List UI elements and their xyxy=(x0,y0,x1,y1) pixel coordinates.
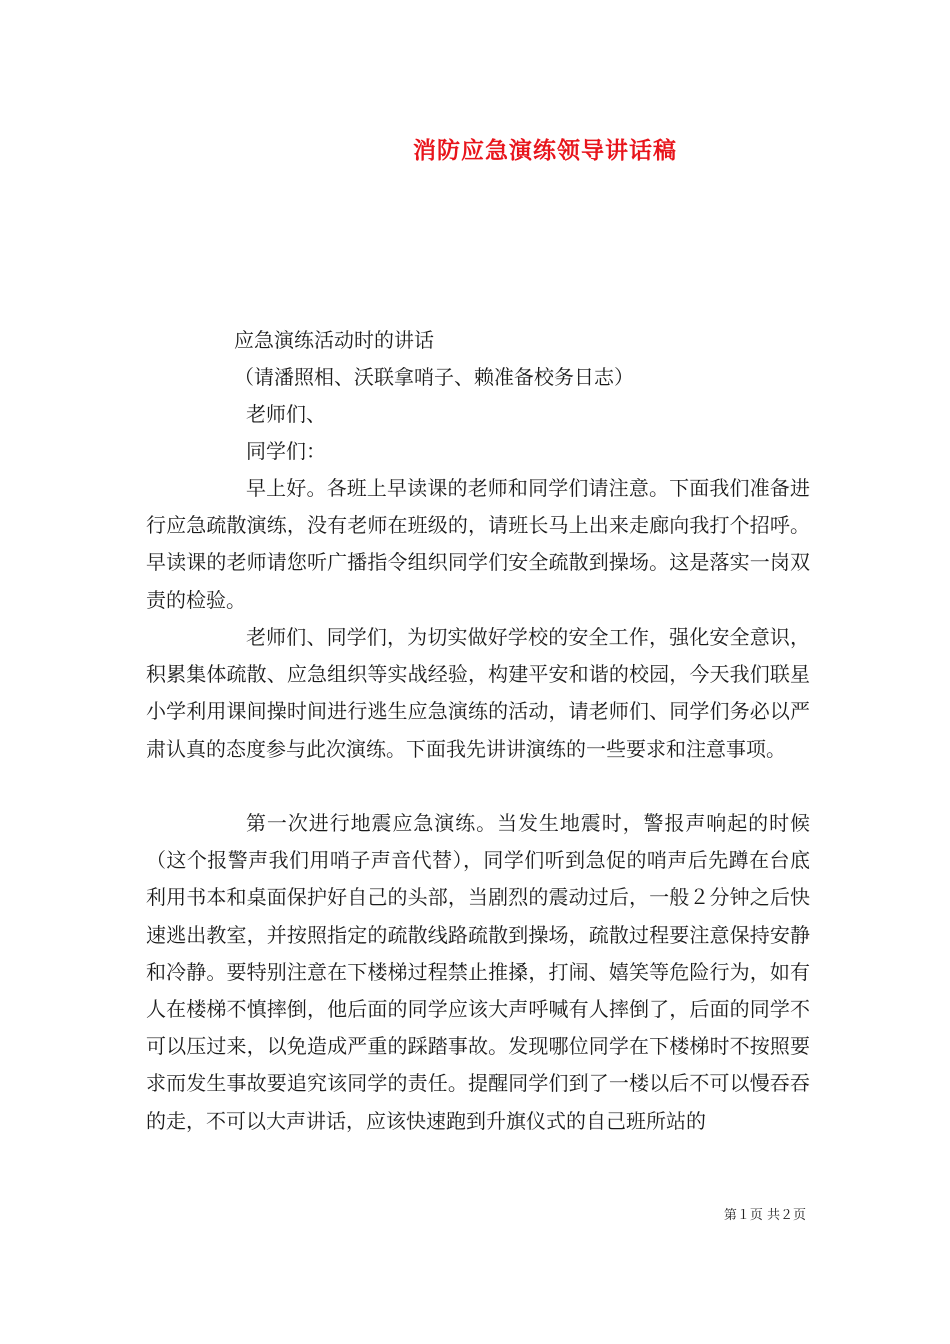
paragraph-greeting: 早上好。各班上早读课的老师和同学们请注意。下面我们准备进行应急疏散演练，没有老师在班级的，请班长马上出来走廊向我打个招呼。早读课的老师请您听广播指令组织同学们安全疏散到操场。这是落实一岗双责的检验。 xyxy=(146,476,810,612)
speech-subtitle: 应急演练活动时的讲话 xyxy=(234,328,434,352)
paragraph-purpose: 老师们、同学们，为切实做好学校的安全工作，强化安全意识，积累集体疏散、应急组织等实战经验，构建平安和谐的校园，今天我们联星小学利用课间操时间进行逃生应急演练的活动，请老师们、同学们务必以严肃认真的态度参与此次演练。下面我先讲讲演练的一些要求和注意事项。 xyxy=(146,625,810,761)
paragraph-earthquake-drill: 第一次进行地震应急演练。当发生地震时，警报声响起的时候（这个报警声我们用哨子声音代替），同学们听到急促的哨声后先蹲在台底利用书本和桌面保护好自己的头部，当剧烈的震动过后，一般２分钟之后快速逃出教室，并按照指定的疏散线路疏散到操场，疏散过程要注意保持安静和冷静。要特别注意在下楼梯过程禁止推搡，打闹、嬉笑等危险行为，如有人在楼梯不慎摔倒，他后面的同学应该大声呼喊有人摔倒了，后面的同学不可以压过来，以免造成严重的踩踏事故。发现哪位同学在下楼梯时不按照要求而发生事故要追究该同学的责任。提醒同学们到了一楼以后不可以慢吞吞的走，不可以大声讲话，应该快速跑到升旗仪式的自己班所站的 xyxy=(146,811,810,1133)
page-footer: 第１页 共２页 xyxy=(723,1208,806,1223)
document-title: 消防应急演练领导讲话稿 xyxy=(413,137,677,164)
preparation-note: （请潘照相、沃联拿哨子、赖准备校务日志） xyxy=(234,365,634,389)
salutation-teachers: 老师们、 xyxy=(246,402,326,426)
salutation-students: 同学们： xyxy=(246,439,326,463)
